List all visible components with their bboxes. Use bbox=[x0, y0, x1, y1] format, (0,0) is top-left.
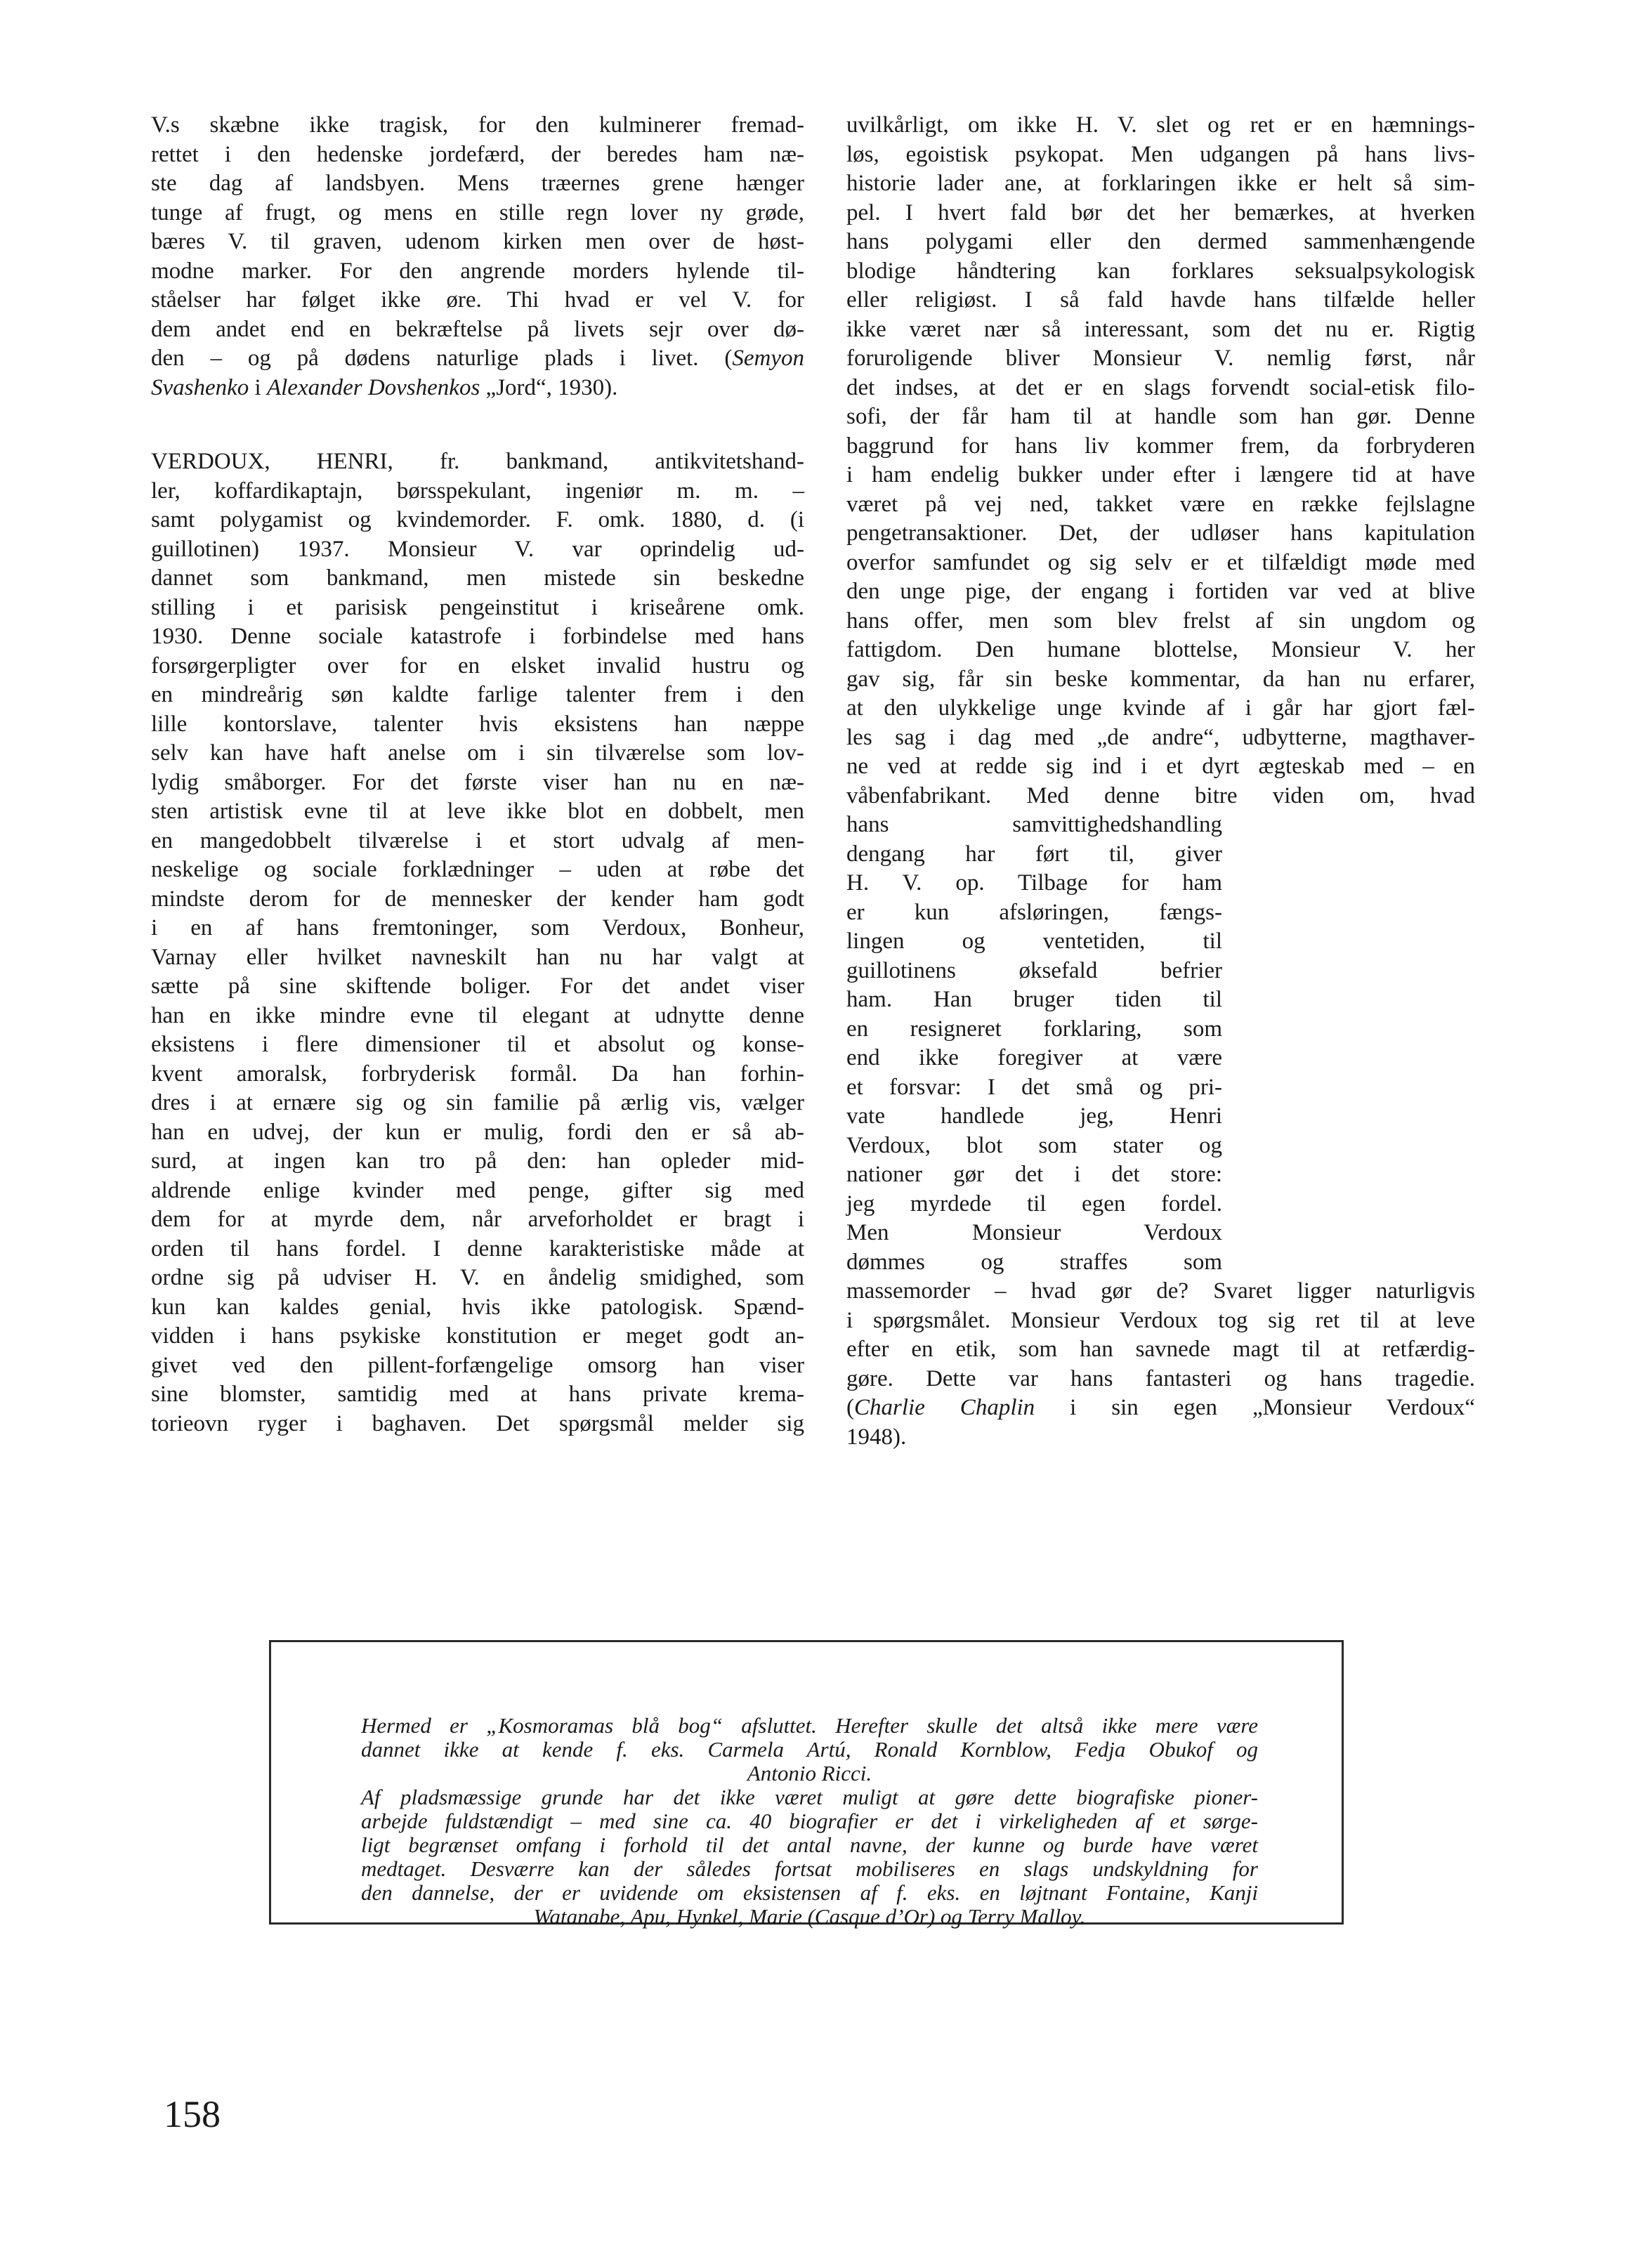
note-line: Hermed er „Kosmoramas blå bog“ afsluttet. Herefter skulle det altså ikke mere være bbox=[361, 1713, 1258, 1738]
text-line: ordne sig på udviser H. V. en åndelig smidighed, som bbox=[151, 1265, 804, 1290]
text-line: 1948). bbox=[846, 1424, 907, 1450]
text-line: end ikke foregiver at være bbox=[846, 1045, 1222, 1070]
text-line: Men Monsieur Verdoux bbox=[846, 1220, 1222, 1245]
text-line bbox=[151, 344, 804, 374]
text-line: tunge af frugt, og mens en stille regn lover ny grøde, bbox=[151, 199, 804, 225]
text-line: lille kontorslave, talenter hvis eksistens han næppe bbox=[151, 711, 804, 737]
text-line: nationer gør det i det store: bbox=[846, 1162, 1222, 1187]
text-line: en mangedobbelt tilværelse i et stort udvalg af men- bbox=[151, 827, 804, 853]
text-fragment: i bbox=[249, 374, 267, 400]
text-line: fattigdom. Den humane blottelse, Monsieur V. her bbox=[846, 637, 1475, 662]
text-line: orden til hans fordel. I denne karakteristiske måde at bbox=[151, 1235, 804, 1261]
text-line: ler, koffardikaptajn, børsspekulant, ingeniør m. m. – bbox=[151, 478, 804, 504]
text-line: guillotinens øksefald befrier bbox=[846, 957, 1222, 983]
text-line: pel. I hvert fald bør det her bemærkes, at hverken bbox=[846, 199, 1475, 225]
text-line: sten artistisk evne til at leve ikke blot en dobbelt, men bbox=[151, 799, 804, 824]
closing-note-box bbox=[269, 1640, 1344, 1929]
text-line: sine blomster, samtidig med at hans private krema- bbox=[151, 1382, 804, 1407]
left-column bbox=[151, 111, 804, 1438]
text-fragment: i sin egen „Monsieur Verdoux“ bbox=[1035, 1395, 1475, 1420]
text-line: hans samvittighedshandling bbox=[846, 812, 1222, 837]
text-line: han en ikke mindre evne til elegant at udnytte denne bbox=[151, 1002, 804, 1028]
text-line: aldrende enlige kvinder med penge, gifter sig med bbox=[151, 1177, 804, 1203]
closing-note-text bbox=[361, 1714, 1258, 1929]
text-line bbox=[846, 1394, 1475, 1423]
verdoux-entry bbox=[151, 447, 804, 1438]
text-line: massemorder – hvad gør de? Svaret ligger naturligvis bbox=[846, 1278, 1475, 1304]
text-line: overfor samfundet og sig selv er et tilfældigt møde med bbox=[846, 549, 1475, 575]
right-column bbox=[846, 111, 1475, 1452]
text-line: Varnay eller hvilket navneskilt han nu har valgt at bbox=[151, 944, 804, 970]
text-line: modne marker. For den angrende morders hylende til- bbox=[151, 258, 804, 284]
text-line: samt polygamist og kvindemorder. F. omk. 1880, d. (i bbox=[151, 507, 804, 532]
text-line: les sag i dag med „de andre“, udbytterne, magthaver- bbox=[846, 724, 1475, 750]
text-line: i ham endelig bukker under efter i længere tid at have bbox=[846, 462, 1475, 487]
text-line: vidden i hans psykiske konstitution er meget godt an- bbox=[151, 1323, 804, 1349]
text-line: bæres V. til graven, udenom kirken men over de høst- bbox=[151, 229, 804, 254]
text-line: at den ulykkelige unge kvinde af i går har gjort fæl- bbox=[846, 695, 1475, 721]
text-line: hans offer, men som blev frelst af sin ungdom og bbox=[846, 608, 1475, 634]
ref-person: Charlie Chaplin bbox=[854, 1395, 1035, 1420]
text-line: baggrund for hans liv kommer frem, da forbryderen bbox=[846, 433, 1475, 459]
text-line: guillotinen) 1937. Monsieur V. var oprindelig ud- bbox=[151, 536, 804, 562]
text-line: efter en etik, som han savnede magt til at retfærdig- bbox=[846, 1337, 1475, 1362]
text-line: ste dag af landsbyen. Mens træernes grene hænger bbox=[151, 171, 804, 196]
text-line: ne ved at redde sig ind i et dyrt ægteskab med – en bbox=[846, 754, 1475, 779]
text-line: surd, at ingen kan tro på den: han opleder mid- bbox=[151, 1148, 804, 1174]
text-line: sofi, der får ham til at handle som han gør. Denne bbox=[846, 404, 1475, 429]
text-line: historie lader ane, at forklaringen ikke er helt så sim- bbox=[846, 171, 1475, 196]
text-line: i spørgsmålet. Monsieur Verdoux tog sig ret til at leve bbox=[846, 1307, 1475, 1333]
text-line: den unge pige, der engang i fortiden var ved at blive bbox=[846, 579, 1475, 604]
text-line: VERDOUX, HENRI, fr. bankmand, antikvitetshand- bbox=[151, 449, 804, 474]
text-line: eller religiøst. I så fald havde hans tilfælde heller bbox=[846, 287, 1475, 313]
text-line: blodige håndtering kan forklares seksualpsykologisk bbox=[846, 258, 1475, 284]
text-line: en resigneret forklaring, som bbox=[846, 1016, 1222, 1042]
text-line: givet ved den pillent-forfængelige omsorg han viser bbox=[151, 1352, 804, 1378]
text-line: i en af hans fremtoninger, som Verdoux, Bonheur, bbox=[151, 915, 804, 940]
ref-director: Alexander Dovshenkos bbox=[266, 374, 480, 400]
text-line: selv kan have haft anelse om i sin tilværelse som lov- bbox=[151, 740, 804, 766]
text-line: er kun afsløringen, fængs- bbox=[846, 899, 1222, 925]
note-line: Antonio Ricci. bbox=[747, 1761, 872, 1785]
note-line: Watanabe, Apu, Hynkel, Marie (Casque d’Or) og Terry Malloy. bbox=[533, 1904, 1086, 1929]
text-line: ikke været nær så interessant, som det nu er. Rigtig bbox=[846, 316, 1475, 342]
text-fragment: „Jord“, 1930). bbox=[480, 374, 618, 400]
text-line: Verdoux, blot som stater og bbox=[846, 1132, 1222, 1158]
text-line: eksistens i flere dimensioner til et absolut og konse- bbox=[151, 1032, 804, 1057]
text-line: stilling i et parisisk pengeinstitut i kriseårene omk. bbox=[151, 594, 804, 620]
text-line: ståelser har følget ikke øre. Thi hvad er vel V. for bbox=[151, 287, 804, 313]
text-line: dem for at myrde dem, når arveforholdet er bragt i bbox=[151, 1207, 804, 1232]
text-line: hans polygami eller den dermed sammenhængende bbox=[846, 229, 1475, 254]
text-line: kun kan kaldes genial, hvis ikke patologisk. Spænd- bbox=[151, 1294, 804, 1320]
text-line: lydig småborger. For det første viser han nu en næ- bbox=[151, 769, 804, 795]
text-line: neskelige og sociale forklædninger – uden at røbe det bbox=[151, 857, 804, 882]
page-number: 158 bbox=[164, 2093, 221, 2135]
text-line bbox=[151, 374, 804, 403]
note-line: ligt begrænset omfang i forhold til det antal navne, der kunne og burde have været bbox=[361, 1833, 1258, 1857]
text-fragment: ( bbox=[724, 346, 733, 371]
paragraph-gap bbox=[151, 402, 804, 447]
text-line: gøre. Dette var hans fantasteri og hans tragedie. bbox=[846, 1365, 1475, 1391]
text-line: uvilkårligt, om ikke H. V. slet og ret er en hæmnings- bbox=[846, 112, 1475, 138]
text-line: vate handlede jeg, Henri bbox=[846, 1103, 1222, 1129]
note-line: den dannelse, der er uvidende om eksistensen af f. eks. en løjtnant Fontaine, Kanji bbox=[361, 1880, 1258, 1905]
text-line: dengang har ført til, giver bbox=[846, 841, 1222, 867]
note-line: Af pladsmæssige grunde har det ikke været muligt at gøre dette biografiske pioner- bbox=[361, 1785, 1258, 1809]
text-line: gav sig, får sin beske kommentar, da han nu erfarer, bbox=[846, 666, 1475, 692]
text-line: mindste derom for de mennesker der kender ham godt bbox=[151, 886, 804, 912]
text-line: kvent amoralsk, forbryderisk formål. Da han forhin- bbox=[151, 1061, 804, 1087]
text-line: dem andet end en bekræftelse på livets sejr over dø- bbox=[151, 316, 804, 342]
text-line: våbenfabrikant. Med denne bitre viden om, hvad bbox=[846, 782, 1475, 808]
text-line: pengetransaktioner. Det, der udløser hans kapitulation bbox=[846, 520, 1475, 546]
text-line: været på vej ned, takket være en række fejlslagne bbox=[846, 491, 1475, 517]
text-line: forsørgerpligter over for en elsket invalid hustru og bbox=[151, 653, 804, 679]
text-line: foruroligende bliver Monsieur V. nemlig først, når bbox=[846, 346, 1475, 371]
text-line: dømmes og straffes som bbox=[846, 1249, 1222, 1275]
text-fragment: ( bbox=[846, 1395, 854, 1420]
text-line: han en udvej, der kun er mulig, fordi den er så ab- bbox=[151, 1119, 804, 1145]
text-line: ham. Han bruger tiden til bbox=[846, 987, 1222, 1012]
text-line: en mindreårig søn kaldte farlige talenter frem i den bbox=[151, 682, 804, 707]
text-line: et forsvar: I det små og pri- bbox=[846, 1074, 1222, 1100]
note-line: dannet ikke at kende f. eks. Carmela Artú, Ronald Kornblow, Fedja Obukof og bbox=[361, 1737, 1258, 1762]
entry-end-paragraph bbox=[151, 111, 804, 402]
ref-person: Svashenko bbox=[151, 374, 249, 400]
text-line: rettet i den hedenske jordefærd, der beredes ham næ- bbox=[151, 141, 804, 167]
ref-person: Semyon bbox=[732, 346, 804, 371]
note-line: arbejde fuldstændigt – med sine ca. 40 biografier er det i virkeligheden af et sørge- bbox=[361, 1809, 1258, 1833]
text-line: sætte på sine skiftende boliger. For det andet viser bbox=[151, 974, 804, 999]
text-line: dres i at ernære sig og sin familie på ærlig vis, vælger bbox=[151, 1090, 804, 1115]
note-line: medtaget. Desværre kan der således fortsat mobiliseres en slags undskyldning for bbox=[361, 1856, 1258, 1881]
text-line: lingen og ventetiden, til bbox=[846, 929, 1222, 954]
text-line: 1930. Denne sociale katastrofe i forbindelse med hans bbox=[151, 624, 804, 649]
text-line: dannet som bankmand, men mistede sin beskedne bbox=[151, 565, 804, 591]
text-line: torieovn ryger i baghaven. Det spørgsmål melder sig bbox=[151, 1410, 804, 1436]
text-line: jeg myrdede til egen fordel. bbox=[846, 1191, 1222, 1217]
text-line: V.s skæbne ikke tragisk, for den kulminerer fremad- bbox=[151, 112, 804, 138]
text-line: H. V. op. Tilbage for ham bbox=[846, 870, 1222, 896]
text-line: det indses, at det er en slags forvendt social-etisk filo- bbox=[846, 374, 1475, 400]
text-fragment: den – og på dødens naturlige plads i livet. bbox=[151, 346, 699, 371]
text-line: løs, egoistisk psykopat. Men udgangen på hans livs- bbox=[846, 141, 1475, 167]
